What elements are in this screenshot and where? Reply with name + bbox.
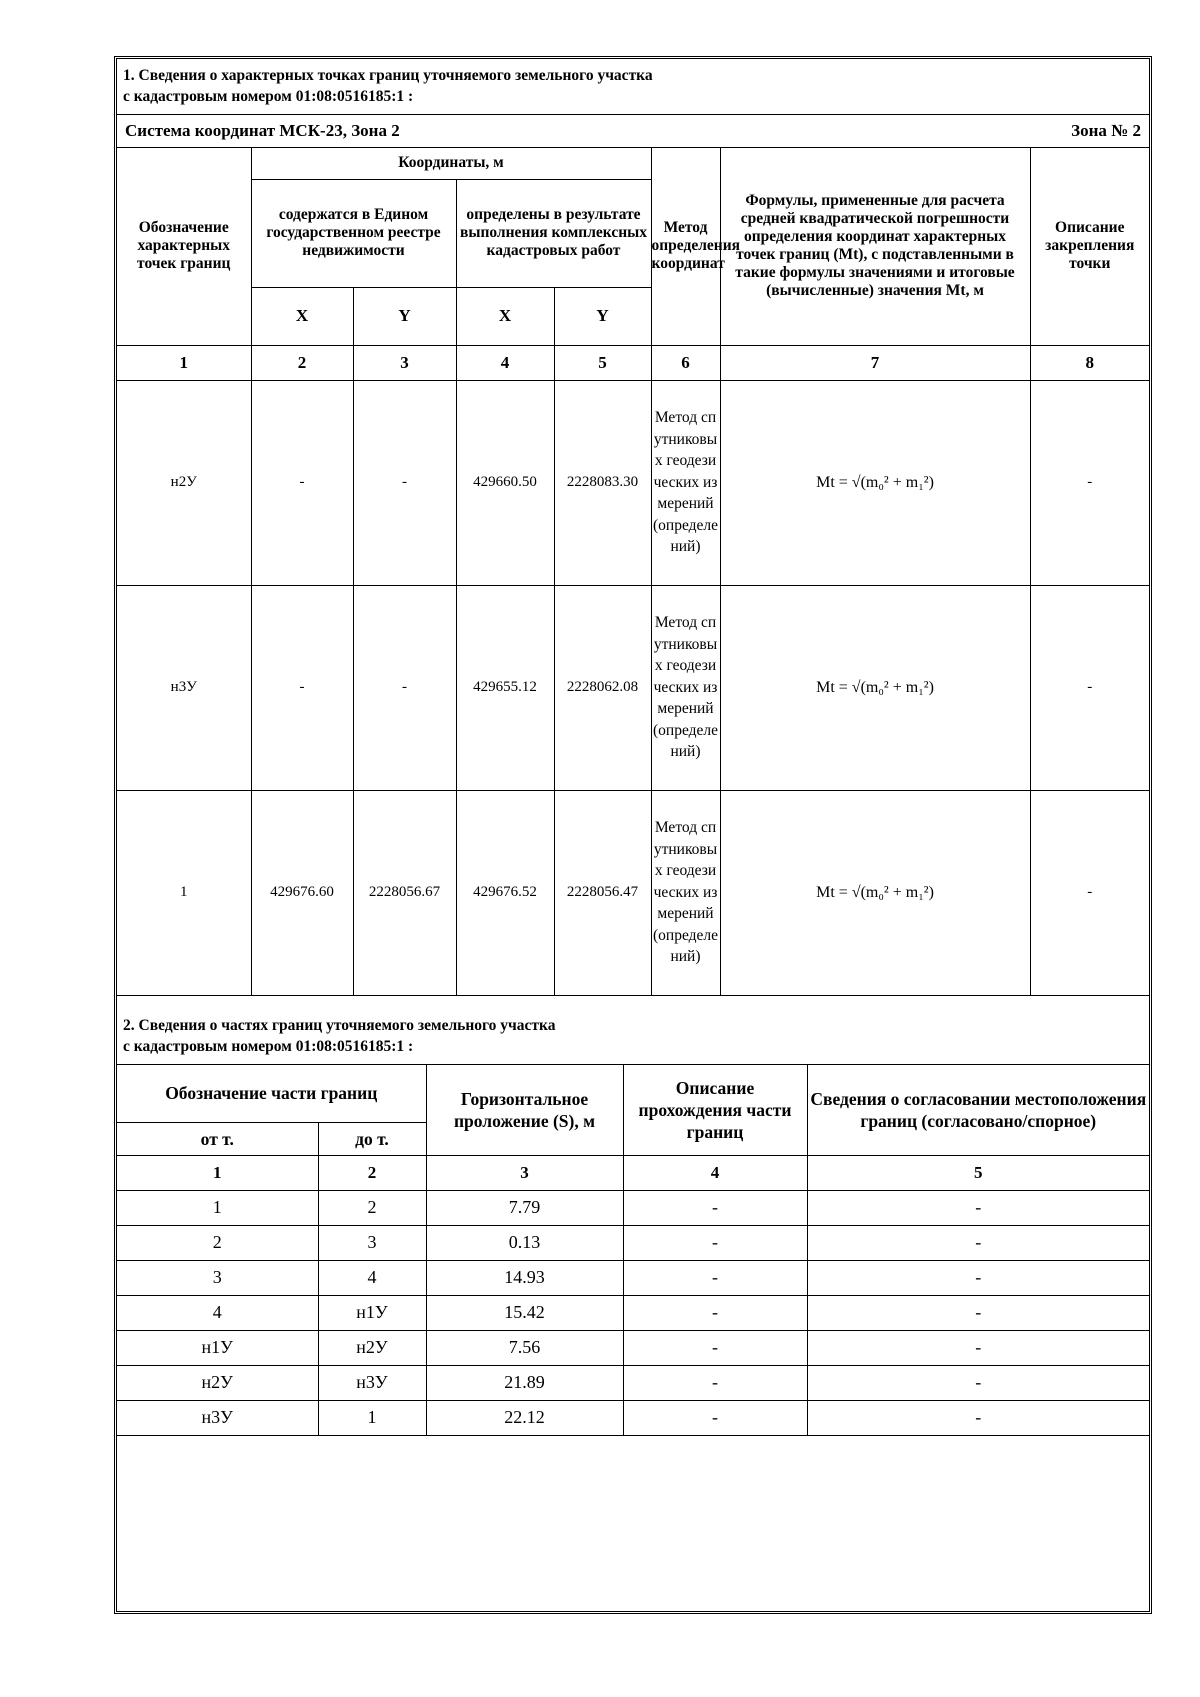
table-row bbox=[117, 1400, 1149, 1435]
header-det-x: X bbox=[456, 287, 554, 345]
det-y: 2228062.08 bbox=[554, 585, 651, 790]
colnum-3: 3 bbox=[353, 345, 456, 380]
to-point: 3 bbox=[318, 1225, 426, 1260]
header-coordinates: Координаты, м bbox=[251, 147, 651, 179]
mt-formula: Mt = √(m₀² + m₁²) bbox=[720, 380, 1030, 585]
header-description: Описание закрепления точки bbox=[1030, 147, 1149, 345]
section2-title bbox=[117, 1009, 1149, 1064]
coord-system-bar bbox=[117, 114, 1149, 147]
section1-title bbox=[117, 59, 1149, 114]
point-description: - bbox=[1030, 380, 1149, 585]
colnum-5: 5 bbox=[554, 345, 651, 380]
header-agreement: Сведения о согласовании местоположения границ (согласовано/спорное) bbox=[807, 1064, 1149, 1155]
passage-description: - bbox=[623, 1330, 807, 1365]
agreement-status: - bbox=[807, 1295, 1149, 1330]
header-from: от т. bbox=[117, 1122, 318, 1155]
to-point: н1У bbox=[318, 1295, 426, 1330]
det-x: 429676.52 bbox=[456, 790, 554, 995]
colnum-7: 7 bbox=[720, 345, 1030, 380]
passage-description: - bbox=[623, 1260, 807, 1295]
table-row bbox=[117, 380, 1149, 585]
header-passage: Описание прохождения части границ bbox=[623, 1064, 807, 1155]
egrn-x: - bbox=[251, 585, 353, 790]
egrn-y: - bbox=[353, 585, 456, 790]
method-text: Метод спутниковых геодезических измерений (определений) bbox=[651, 585, 720, 790]
colnum-2: 2 bbox=[318, 1155, 426, 1190]
horizontal-distance: 21.89 bbox=[426, 1365, 623, 1400]
colnum-1: 1 bbox=[117, 1155, 318, 1190]
agreement-status: - bbox=[807, 1400, 1149, 1435]
colnum-1: 1 bbox=[117, 345, 251, 380]
table-row bbox=[117, 1330, 1149, 1365]
header-method: Метод определения координат bbox=[651, 147, 720, 345]
header-egrn-x: X bbox=[251, 287, 353, 345]
section1-title-line2: с кадастровым номером 01:08:0516185:1 : bbox=[123, 88, 414, 106]
header-formulas: Формулы, примененные для расчета средней квадратической погрешности определения координат характерных точек границ (Mt), с подставленными в такие формулы значениями и итоговые (вычисленные) значения Mt, м bbox=[720, 147, 1030, 345]
agreement-status: - bbox=[807, 1330, 1149, 1365]
header-part: Обозначение части границ bbox=[117, 1064, 426, 1122]
section2-title-line2: с кадастровым номером 01:08:0516185:1 : bbox=[123, 1038, 414, 1056]
method-text: Метод спутниковых геодезических измерений (определений) bbox=[651, 790, 720, 995]
horizontal-distance: 15.42 bbox=[426, 1295, 623, 1330]
to-point: 1 bbox=[318, 1400, 426, 1435]
agreement-status: - bbox=[807, 1190, 1149, 1225]
point-description: - bbox=[1030, 790, 1149, 995]
table-row bbox=[117, 585, 1149, 790]
colnum-4: 4 bbox=[456, 345, 554, 380]
from-point: 3 bbox=[117, 1260, 318, 1295]
det-x: 429660.50 bbox=[456, 380, 554, 585]
from-point: н3У bbox=[117, 1400, 318, 1435]
to-point: н2У bbox=[318, 1330, 426, 1365]
colnum-5: 5 bbox=[807, 1155, 1149, 1190]
point-id: н3У bbox=[117, 585, 251, 790]
horizontal-distance: 0.13 bbox=[426, 1225, 623, 1260]
points-table bbox=[117, 59, 1149, 996]
table-row bbox=[117, 1190, 1149, 1225]
document-frame bbox=[114, 56, 1152, 1614]
agreement-status: - bbox=[807, 1365, 1149, 1400]
point-id: н2У bbox=[117, 380, 251, 585]
zone-label: Зона № 2 bbox=[1071, 120, 1142, 140]
horizontal-distance: 14.93 bbox=[426, 1260, 623, 1295]
passage-description: - bbox=[623, 1190, 807, 1225]
to-point: 2 bbox=[318, 1190, 426, 1225]
agreement-status: - bbox=[807, 1225, 1149, 1260]
from-point: 1 bbox=[117, 1190, 318, 1225]
table-row bbox=[117, 1260, 1149, 1295]
from-point: 4 bbox=[117, 1295, 318, 1330]
mt-formula: Mt = √(m₀² + m₁²) bbox=[720, 790, 1030, 995]
method-text: Метод спутниковых геодезических измерений (определений) bbox=[651, 380, 720, 585]
to-point: 4 bbox=[318, 1260, 426, 1295]
horizontal-distance: 22.12 bbox=[426, 1400, 623, 1435]
agreement-status: - bbox=[807, 1260, 1149, 1295]
from-point: н2У bbox=[117, 1365, 318, 1400]
horizontal-distance: 7.79 bbox=[426, 1190, 623, 1225]
header-det-y: Y bbox=[554, 287, 651, 345]
point-description: - bbox=[1030, 585, 1149, 790]
section1-title-line1: 1. Сведения о характерных точках границ уточняемого земельного участка bbox=[123, 67, 653, 85]
colnum-2: 2 bbox=[251, 345, 353, 380]
parts-table bbox=[117, 1009, 1149, 1436]
passage-description: - bbox=[623, 1400, 807, 1435]
header-designation: Обозначение характерных точек границ bbox=[117, 147, 251, 345]
colnum-8: 8 bbox=[1030, 345, 1149, 380]
horizontal-distance: 7.56 bbox=[426, 1330, 623, 1365]
header-egrn-y: Y bbox=[353, 287, 456, 345]
passage-description: - bbox=[623, 1365, 807, 1400]
passage-description: - bbox=[623, 1225, 807, 1260]
header-to: до т. bbox=[318, 1122, 426, 1155]
table-row bbox=[117, 1295, 1149, 1330]
det-y: 2228056.47 bbox=[554, 790, 651, 995]
header-egrn: содержатся в Едином государственном реестре недвижимости bbox=[251, 179, 456, 287]
egrn-x: - bbox=[251, 380, 353, 585]
to-point: н3У bbox=[318, 1365, 426, 1400]
from-point: 2 bbox=[117, 1225, 318, 1260]
det-y: 2228083.30 bbox=[554, 380, 651, 585]
passage-description: - bbox=[623, 1295, 807, 1330]
table-row bbox=[117, 1225, 1149, 1260]
table-row bbox=[117, 1365, 1149, 1400]
det-x: 429655.12 bbox=[456, 585, 554, 790]
colnum-4: 4 bbox=[623, 1155, 807, 1190]
table-row bbox=[117, 790, 1149, 995]
header-horizontal: Горизонтальное проложение (S), м bbox=[426, 1064, 623, 1155]
colnum-6: 6 bbox=[651, 345, 720, 380]
egrn-y: 2228056.67 bbox=[353, 790, 456, 995]
point-id: 1 bbox=[117, 790, 251, 995]
colnum-3: 3 bbox=[426, 1155, 623, 1190]
egrn-x: 429676.60 bbox=[251, 790, 353, 995]
from-point: н1У bbox=[117, 1330, 318, 1365]
mt-formula: Mt = √(m₀² + m₁²) bbox=[720, 585, 1030, 790]
coord-system: Система координат МСК-23, Зона 2 bbox=[125, 120, 400, 140]
header-determined: определены в результате выполнения комплексных кадастровых работ bbox=[456, 179, 651, 287]
egrn-y: - bbox=[353, 380, 456, 585]
section2-title-line1: 2. Сведения о частях границ уточняемого земельного участка bbox=[123, 1017, 556, 1035]
